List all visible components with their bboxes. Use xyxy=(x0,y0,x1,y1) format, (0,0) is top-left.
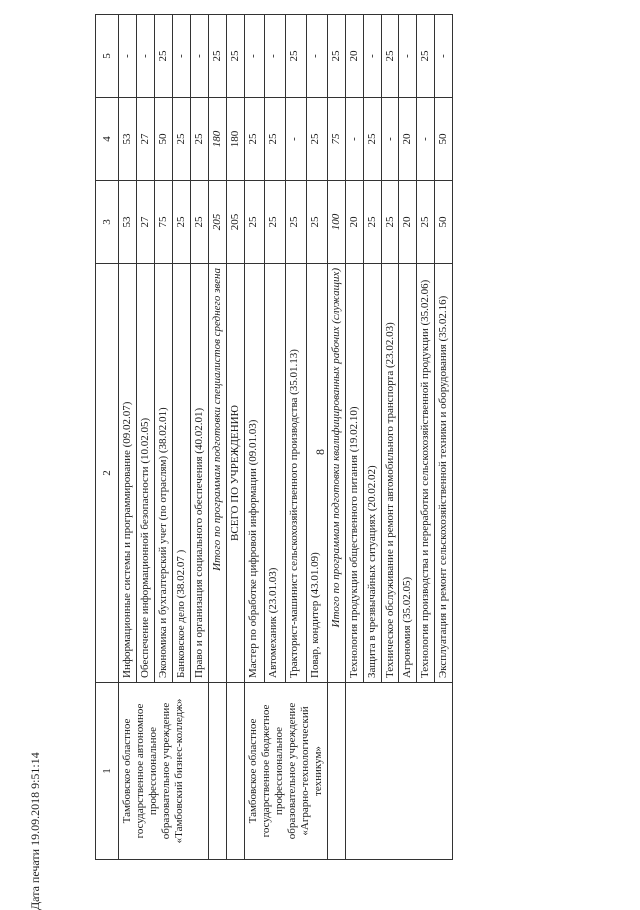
subtotal-value: 205 xyxy=(208,181,226,264)
value-cell: 25 xyxy=(381,15,399,98)
total-label: ВСЕГО ПО УЧРЕЖДЕНИЮ xyxy=(226,264,244,683)
print-date: Дата печати 19.09.2018 9:51:14 xyxy=(28,752,42,910)
value-cell: 53 xyxy=(119,98,137,181)
subtotal-label: Итого по программам подготовки специалистов среднего звена xyxy=(208,264,226,683)
value-cell: 20 xyxy=(345,15,363,98)
subtotal-value: 180 xyxy=(208,98,226,181)
value-cell: - xyxy=(190,15,208,98)
subtotal-value: 25 xyxy=(327,15,345,98)
program-cell: Экономика и бухгалтерский учет (по отраслям) (38.02.01) xyxy=(154,264,172,683)
value-cell: 50 xyxy=(154,98,172,181)
value-cell: 25 xyxy=(172,181,190,264)
header-row xyxy=(96,15,119,860)
program-cell: Технология производства и переработки сельскохозяйственной продукции (35.02.06) xyxy=(417,264,435,683)
program-cell: Банковское дело (38.02.07 ) xyxy=(172,264,190,683)
value-cell: 25 xyxy=(417,15,435,98)
subtotal-row xyxy=(208,15,226,860)
total-row xyxy=(226,15,244,860)
program-cell: Обеспечение информационной безопасности (10.02.05) xyxy=(136,264,154,683)
program-cell: Мастер по обработке цифровой информации (09.01.03) xyxy=(244,264,265,683)
empty-cell xyxy=(345,683,453,860)
subtotal-row xyxy=(327,15,345,860)
value-cell: 20 xyxy=(399,181,417,264)
institution-cell: Тамбовское областное государственное автономное профессиональное образовательное учреждение «Тамбовский бизнес-колледж» xyxy=(119,683,209,860)
header-col-1: 1 xyxy=(96,683,119,860)
subtotal-value: 75 xyxy=(327,98,345,181)
total-value: 25 xyxy=(226,15,244,98)
value-cell: - xyxy=(265,15,286,98)
table-row xyxy=(119,15,137,860)
value-cell: - xyxy=(363,15,381,98)
program-cell: Автомеханик (23.01.03) xyxy=(265,264,286,683)
program-cell: Технология продукции общественного питания (19.02.10) xyxy=(345,264,363,683)
value-cell: 27 xyxy=(136,98,154,181)
value-cell: 75 xyxy=(154,181,172,264)
page-number: 8 xyxy=(313,449,327,455)
subtotal-value: 25 xyxy=(208,15,226,98)
subtotal-label: Итого по программам подготовки квалифицированных рабочих (служащих) xyxy=(327,264,345,683)
value-cell: - xyxy=(244,15,265,98)
program-cell: Защита в чрезвычайных ситуациях (20.02.02) xyxy=(363,264,381,683)
value-cell: 25 xyxy=(363,181,381,264)
value-cell: - xyxy=(119,15,137,98)
program-cell: Агрономия (35.02.05) xyxy=(399,264,417,683)
value-cell: 25 xyxy=(172,98,190,181)
header-col-3: 3 xyxy=(96,181,119,264)
total-value: 205 xyxy=(226,181,244,264)
value-cell: 25 xyxy=(381,181,399,264)
value-cell: 25 xyxy=(286,15,307,98)
value-cell: 25 xyxy=(306,181,327,264)
header-col-2: 2 xyxy=(96,264,119,683)
value-cell: 50 xyxy=(435,98,453,181)
program-cell: Тракторист-машинист сельскохозяйственного производства (35.01.13) xyxy=(286,264,307,683)
value-cell: 25 xyxy=(154,15,172,98)
value-cell: 25 xyxy=(363,98,381,181)
institution-cell: Тамбовское областное государственное бюджетное профессиональное образовательное учреждение «Аграрно-технологический техникум» xyxy=(244,683,327,860)
value-cell: - xyxy=(417,98,435,181)
value-cell: 25 xyxy=(286,181,307,264)
program-cell: Право и организация социального обеспечения (40.02.01) xyxy=(190,264,208,683)
program-cell: Техническое обслуживание и ремонт автомобильного транспорта (23.02.03) xyxy=(381,264,399,683)
value-cell: 20 xyxy=(345,181,363,264)
program-cell: Информационные системы и программирование (09.02.07) xyxy=(119,264,137,683)
value-cell: 50 xyxy=(435,181,453,264)
value-cell: 53 xyxy=(119,181,137,264)
empty-cell xyxy=(208,683,226,860)
empty-cell xyxy=(226,683,244,860)
value-cell: 25 xyxy=(190,181,208,264)
total-value: 180 xyxy=(226,98,244,181)
value-cell: - xyxy=(435,15,453,98)
value-cell: - xyxy=(306,15,327,98)
header-col-5: 5 xyxy=(96,15,119,98)
data-table xyxy=(95,14,453,860)
value-cell: 25 xyxy=(265,98,286,181)
header-col-4: 4 xyxy=(96,98,119,181)
value-cell: - xyxy=(345,98,363,181)
value-cell: 27 xyxy=(136,181,154,264)
empty-cell xyxy=(327,683,345,860)
value-cell: - xyxy=(286,98,307,181)
program-cell: Повар, кондитер (43.01.09) xyxy=(306,264,327,683)
value-cell: 20 xyxy=(399,98,417,181)
value-cell: 25 xyxy=(306,98,327,181)
table-sheet xyxy=(95,50,545,860)
value-cell: 25 xyxy=(265,181,286,264)
value-cell: 25 xyxy=(244,98,265,181)
value-cell: - xyxy=(172,15,190,98)
program-cell: Эксплуатация и ремонт сельскохозяйственной техники и оборудования (35.02.16) xyxy=(435,264,453,683)
value-cell: - xyxy=(136,15,154,98)
value-cell: 25 xyxy=(244,181,265,264)
subtotal-value: 100 xyxy=(327,181,345,264)
table-row xyxy=(345,15,363,860)
value-cell: 25 xyxy=(190,98,208,181)
rotated-page xyxy=(95,50,545,860)
value-cell: 25 xyxy=(417,181,435,264)
value-cell: - xyxy=(399,15,417,98)
table-row xyxy=(244,15,265,860)
value-cell: - xyxy=(381,98,399,181)
